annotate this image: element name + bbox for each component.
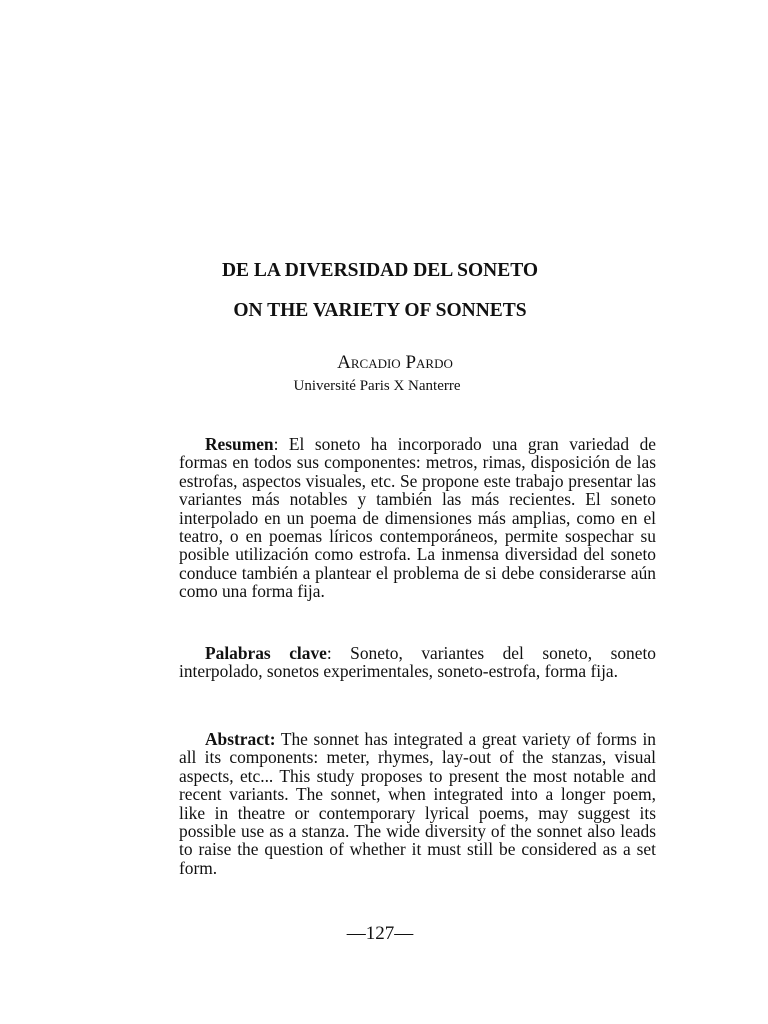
article-title-english: ON THE VARIETY OF SONNETS [233, 300, 527, 321]
author-name: Arcadio Pardo [337, 352, 453, 373]
abstract-text: The sonnet has integrated a great variety of forms in all its components: meter, rhymes, lay-out of the stanzas, visual aspects, etc... This study proposes to present the most notable and recent variants. The sonnet, when integrated into a longer poem, like in theatre or contemporary lyrical poems, may suggest its possible use as a stanza. The wide diversity of the sonnet also leads to raise the question of whether it must still be considered as a set form. [179, 729, 656, 878]
keywords-paragraph [179, 644, 656, 681]
abstract-paragraph [179, 730, 656, 877]
resumen-text: : El soneto ha incorporado una gran variedad de formas en todos sus componentes: metros, rimas, disposición de las estrofas, aspectos visuales, etc. Se propone este trabajo presentar las variantes más notables y también las más recientes. El soneto interpolado en un poema de dimensiones más amplias, como en el teatro, o en poemas líricos contemporáneos, permite sospechar su posible utilización como estrofa. La inmensa diversidad del soneto conduce también a plantear el problema de si debe considerarse aún como una forma fija. [179, 434, 656, 602]
abstract-label: Abstract: [205, 729, 276, 749]
keywords-label: Palabras clave [205, 643, 327, 663]
page-number: —127— [346, 923, 414, 944]
resumen-paragraph [179, 435, 656, 601]
article-title-spanish: DE LA DIVERSIDAD DEL SONETO [221, 260, 539, 281]
author-affiliation: Université Paris X Nanterre [293, 378, 461, 394]
resumen-label: Resumen [205, 434, 274, 454]
keywords-text: : Soneto, variantes del soneto, soneto interpolado, sonetos experimentales, soneto-estrofa, forma fija. [179, 643, 656, 682]
